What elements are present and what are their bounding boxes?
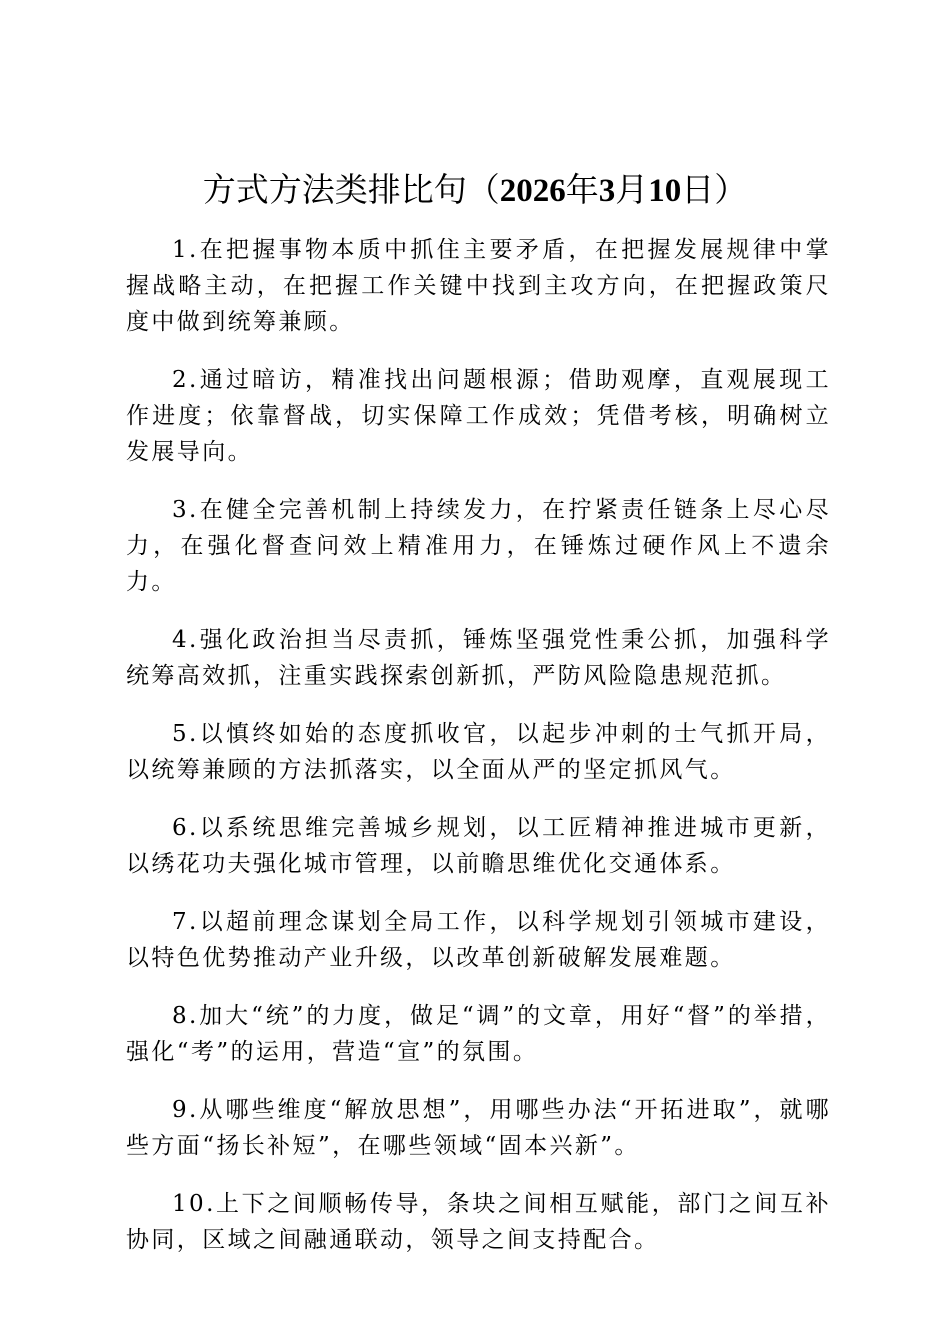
document-body [126,232,831,1280]
title-day: 10 [648,173,682,209]
paragraph-10: 10.上下之间顺畅传导，条块之间相互赋能，部门之间互补协同，区域之间融通联动，领导之间支持配合。 [126,1191,831,1253]
paragraph-9: 9.从哪些维度“解放思想”，用哪些办法“开拓进取”，就哪些方面“扬长补短”，在哪些领域“固本兴新”。 [126,1097,831,1159]
title-text-part: 月 [615,170,649,209]
title-text-part: 年 [565,170,599,209]
document-title [0,168,950,213]
paragraph-4: 4.强化政治担当尽责抓，锤炼坚强党性秉公抓，加强科学统筹高效抓，注重实践探索创新抓，严防风险隐患规范抓。 [126,627,831,689]
paragraph-8: 8.加大“统”的力度，做足“调”的文章，用好“督”的举措，强化“考”的运用，营造“宣”的氛围。 [126,1003,831,1065]
title-text-part: 日） [681,170,748,209]
paragraph-7: 7.以超前理念谋划全局工作，以科学规划引领城市建设，以特色优势推动产业升级，以改革创新破解发展难题。 [126,909,831,971]
paragraph-2: 2.通过暗访，精准找出问题根源；借助观摩，直观展现工作进度；依靠督战，切实保障工作成效；凭借考核，明确树立发展导向。 [126,367,831,465]
title-month: 3 [598,173,616,209]
paragraph-1: 1.在把握事物本质中抓住主要矛盾，在把握发展规律中掌握战略主动，在把握工作关键中找到主攻方向，在把握政策尺度中做到统筹兼顾。 [126,237,831,335]
paragraph-5: 5.以慎终如始的态度抓收官，以起步冲刺的士气抓开局，以统筹兼顾的方法抓落实，以全面从严的坚定抓风气。 [126,721,831,783]
title-text-part: 方式方法类排比句（ [202,170,500,209]
title-year: 2026 [499,173,566,209]
paragraph-6: 6.以系统思维完善城乡规划，以工匠精神推进城市更新，以绣花功夫强化城市管理，以前瞻思维优化交通体系。 [126,815,831,877]
paragraph-3: 3.在健全完善机制上持续发力，在拧紧责任链条上尽心尽力，在强化督查问效上精准用力，在锤炼过硬作风上不遗余力。 [126,497,831,595]
